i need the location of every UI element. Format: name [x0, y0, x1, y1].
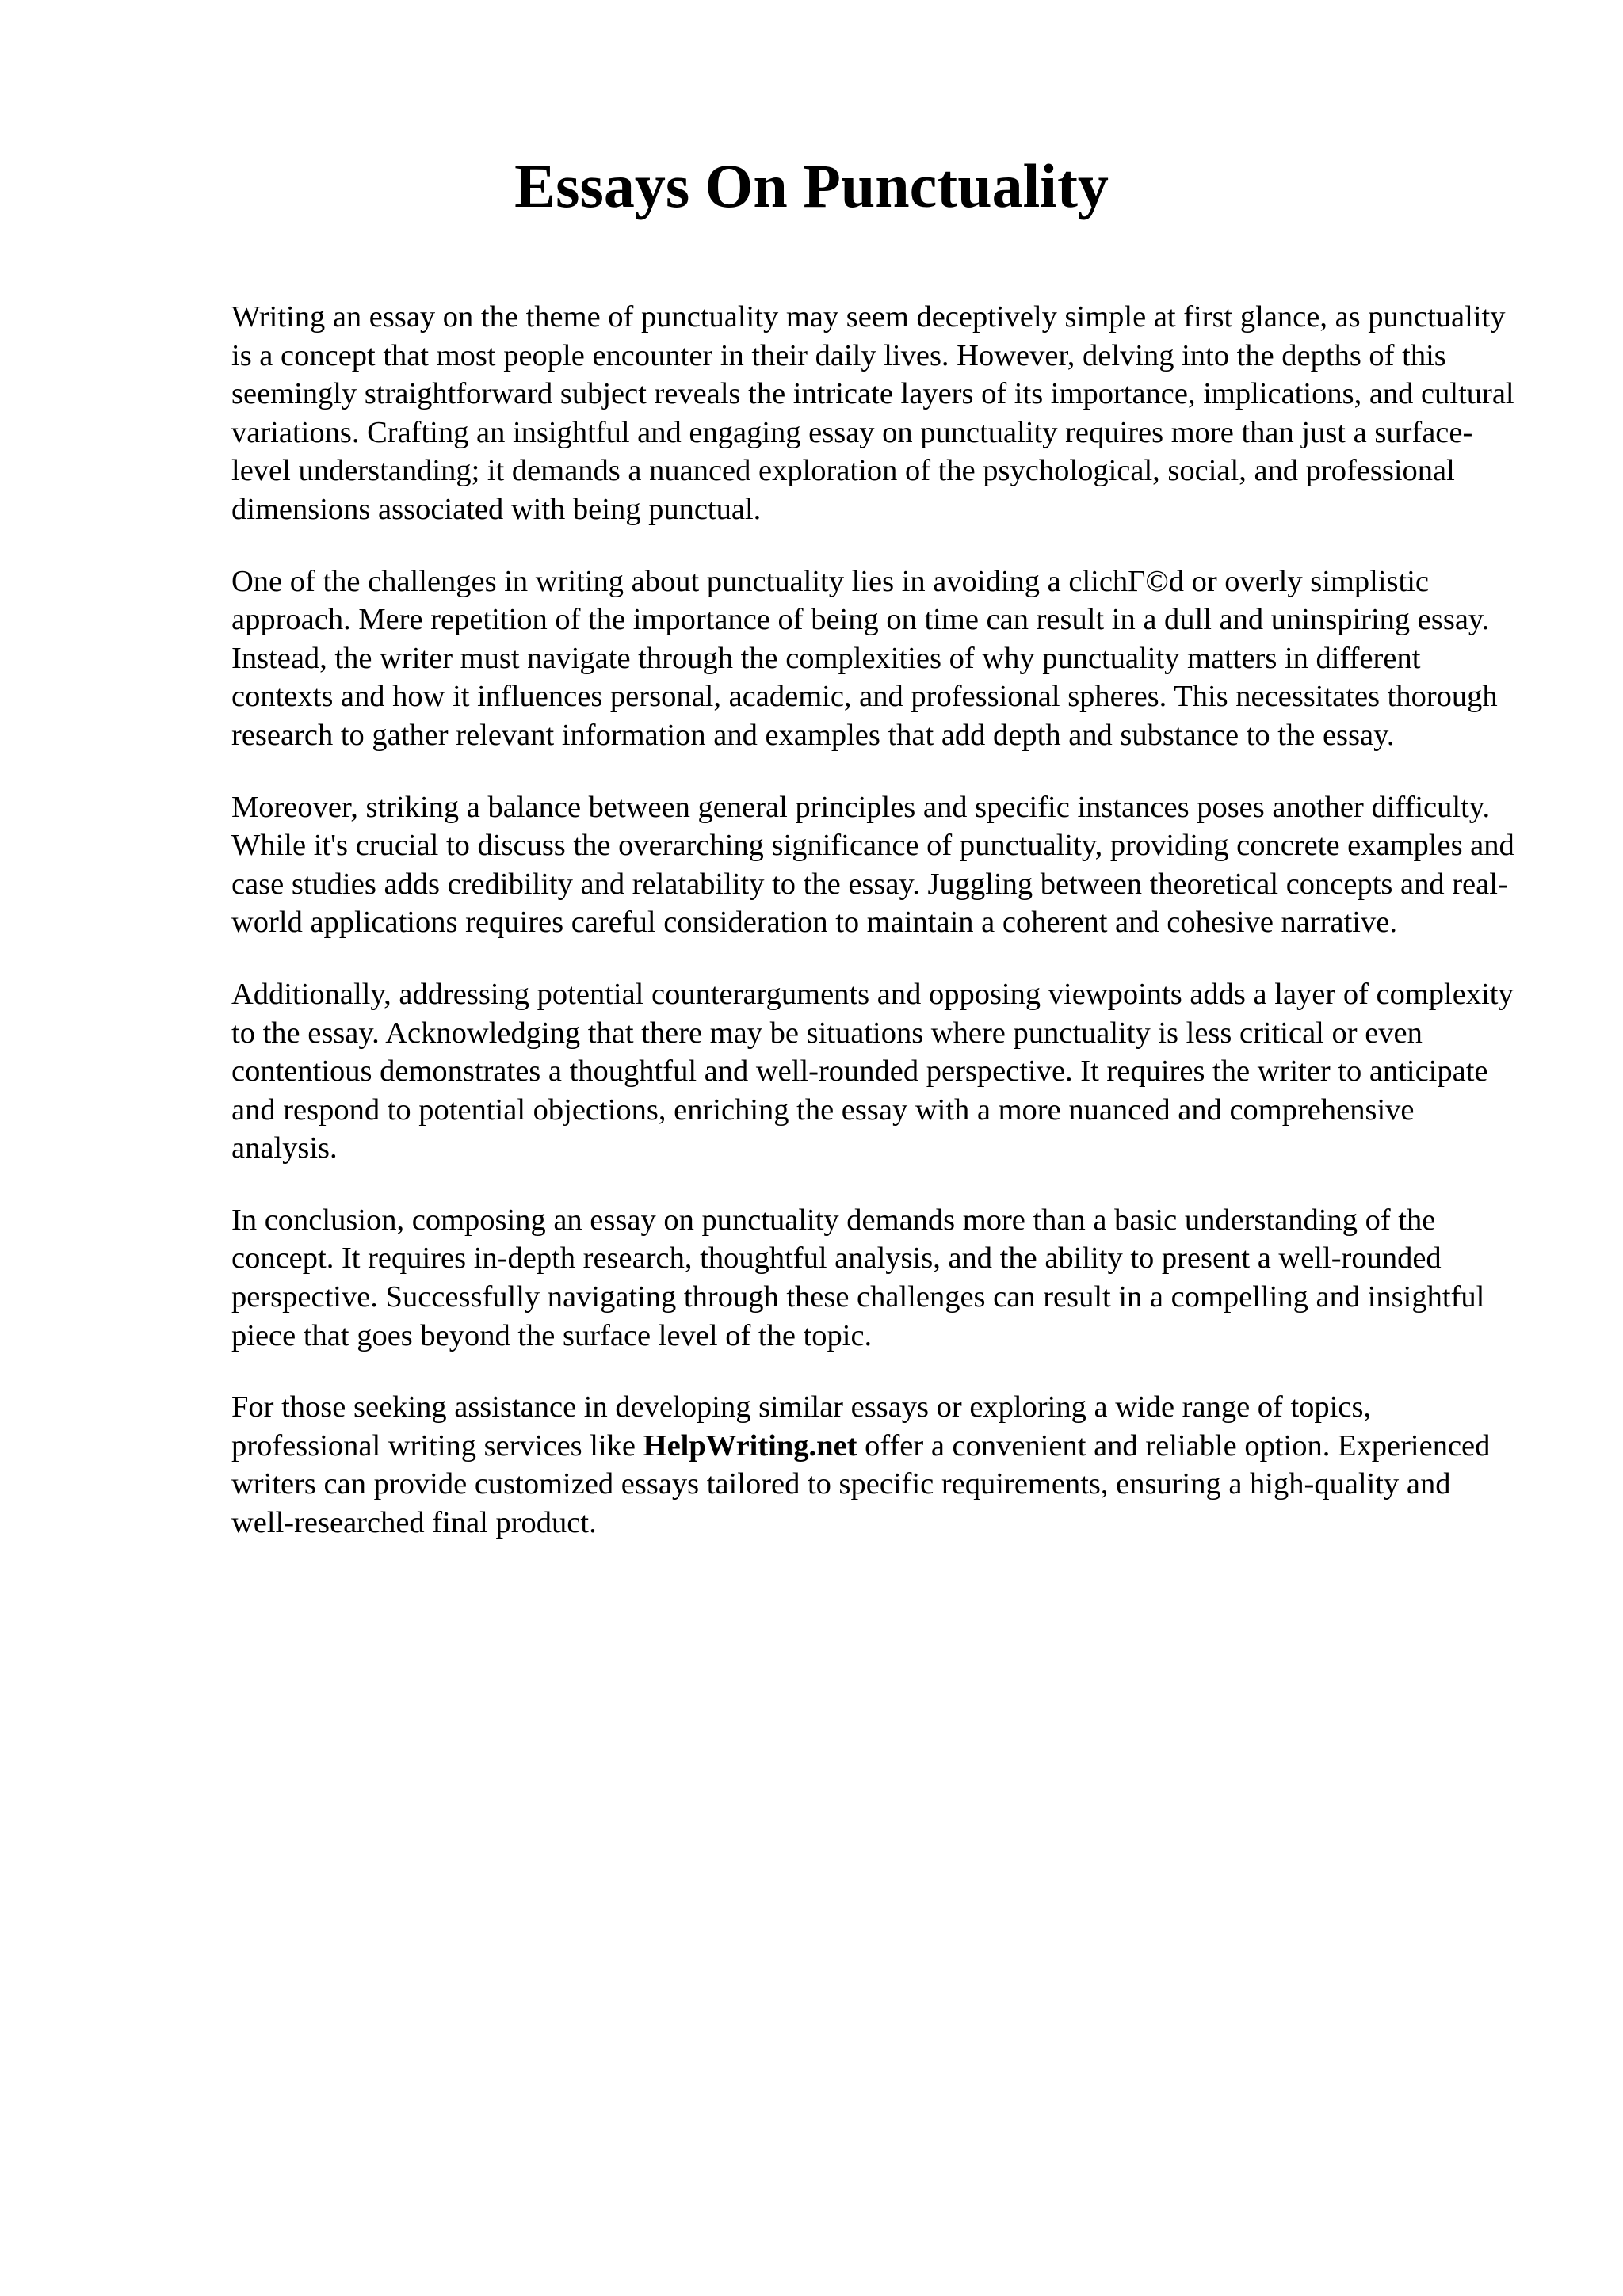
paragraph-closing [231, 1388, 1515, 1542]
helpwriting-brand: HelpWriting.net [643, 1428, 857, 1463]
paragraph-balance: Moreover, striking a balance between general principles and specific instances poses another difficulty. While it's crucial to discuss the overarching significance of punctuality, providing concrete examples and case studies adds credibility and relatability to the essay. Juggling between theoretical concepts and real-world applications requires careful consideration to maintain a coherent and cohesive narrative. [231, 790, 1514, 940]
essay-body [231, 298, 1515, 1543]
closing-text-before: For those seeking assistance in developing similar essays or exploring a wide range of topics, professional writing services like [231, 1390, 1372, 1463]
paragraph-counterarguments: Additionally, addressing potential counterarguments and opposing viewpoints adds a layer of complexity to the essay. Acknowledging that there may be situations where punctuality is less critical or even contentious demonstrates a thoughtful and well-rounded perspective. It requires the writer to anticipate and respond to potential objections, enriching the essay with a more nuanced and comprehensive analysis. [231, 977, 1514, 1165]
paragraph-challenges: One of the challenges in writing about punctuality lies in avoiding a clichΓ©d or overly simplistic approach. Mere repetition of the importance of being on time can result in a dull and uninspiring essay. Instead, the writer must navigate through the complexities of why punctuality matters in different contexts and how it influences personal, academic, and professional spheres. This necessitates thorough research to gather relevant information and examples that add depth and substance to the essay. [231, 564, 1498, 752]
closing-text-after: offer a convenient and reliable option. Experienced writers can provide customized essays tailored to specific requirements, ensuring a high-quality and well-researched final product. [231, 1428, 1491, 1540]
page-title: Essays On Punctuality [514, 151, 1109, 220]
paragraph-intro: Writing an essay on the theme of punctuality may seem deceptively simple at first glance, as punctuality is a concept that most people encounter in their daily lives. However, delving into the depths of this seemingly straightforward subject reveals the intricate layers of its importance, implications, and cultural variations. Crafting an insightful and engaging essay on punctuality requires more than just a surface-level understanding; it demands a nuanced exploration of the psychological, social, and professional dimensions associated with being punctual. [231, 300, 1514, 526]
paragraph-conclusion: In conclusion, composing an essay on punctuality demands more than a basic understanding of the concept. It requires in-depth research, thoughtful analysis, and the ability to present a well-rounded perspective. Successfully navigating through these challenges can result in a compelling and insightful piece that goes beyond the surface level of the topic. [231, 1203, 1485, 1352]
